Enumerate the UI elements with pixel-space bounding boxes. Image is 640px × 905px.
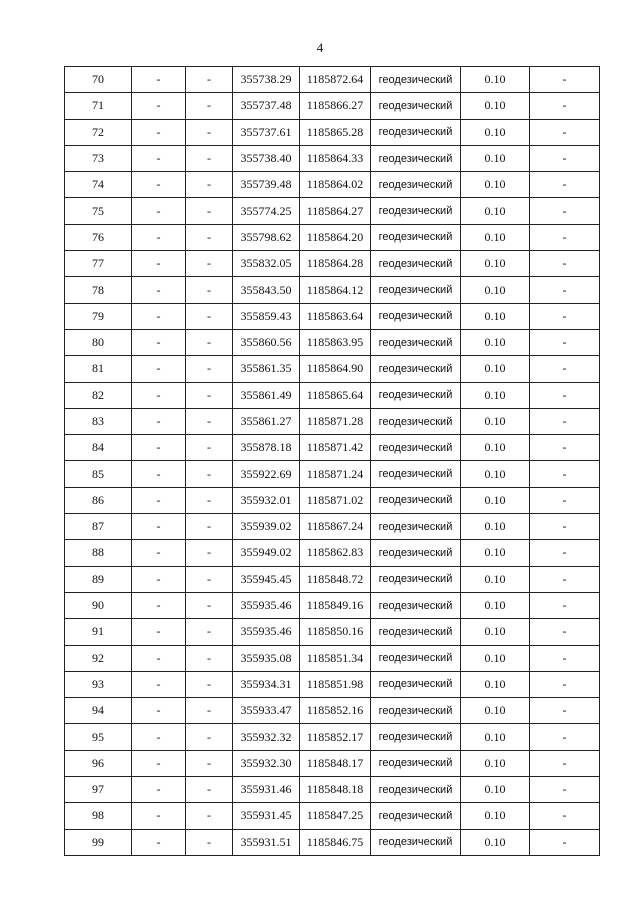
dash-cell-b: - xyxy=(186,67,233,93)
y-coordinate-cell: 1185864.28 xyxy=(300,251,371,277)
method-cell: геодезический xyxy=(371,514,461,540)
dash-cell-c: - xyxy=(530,93,600,119)
dash-cell-a: - xyxy=(132,329,186,355)
dash-cell-b: - xyxy=(186,592,233,618)
dash-cell-c: - xyxy=(530,172,600,198)
table-row xyxy=(65,724,600,750)
page-number: 4 xyxy=(316,40,324,55)
point-number-cell: 82 xyxy=(65,382,132,408)
dash-cell-b: - xyxy=(186,487,233,513)
point-number-cell: 98 xyxy=(65,803,132,829)
y-coordinate-cell: 1185864.12 xyxy=(300,277,371,303)
dash-cell-c: - xyxy=(530,145,600,171)
table-row xyxy=(65,408,600,434)
dash-cell-b: - xyxy=(186,145,233,171)
dash-cell-b: - xyxy=(186,619,233,645)
accuracy-cell: 0.10 xyxy=(461,566,530,592)
y-coordinate-cell: 1185863.64 xyxy=(300,303,371,329)
table-row xyxy=(65,382,600,408)
accuracy-cell: 0.10 xyxy=(461,67,530,93)
y-coordinate-cell: 1185846.75 xyxy=(300,829,371,855)
dash-cell-c: - xyxy=(530,67,600,93)
table-row xyxy=(65,461,600,487)
x-coordinate-cell: 355859.43 xyxy=(233,303,300,329)
point-number-cell: 90 xyxy=(65,592,132,618)
dash-cell-c: - xyxy=(530,671,600,697)
accuracy-cell: 0.10 xyxy=(461,487,530,513)
y-coordinate-cell: 1185849.16 xyxy=(300,592,371,618)
table-row xyxy=(65,277,600,303)
dash-cell-b: - xyxy=(186,303,233,329)
accuracy-cell: 0.10 xyxy=(461,671,530,697)
dash-cell-a: - xyxy=(132,408,186,434)
dash-cell-c: - xyxy=(530,619,600,645)
dash-cell-c: - xyxy=(530,803,600,829)
accuracy-cell: 0.10 xyxy=(461,251,530,277)
dash-cell-c: - xyxy=(530,514,600,540)
dash-cell-c: - xyxy=(530,356,600,382)
y-coordinate-cell: 1185871.28 xyxy=(300,408,371,434)
dash-cell-b: - xyxy=(186,803,233,829)
dash-cell-b: - xyxy=(186,329,233,355)
y-coordinate-cell: 1185863.95 xyxy=(300,329,371,355)
accuracy-cell: 0.10 xyxy=(461,145,530,171)
table-row xyxy=(65,198,600,224)
dash-cell-a: - xyxy=(132,356,186,382)
method-cell: геодезический xyxy=(371,592,461,618)
y-coordinate-cell: 1185864.20 xyxy=(300,224,371,250)
x-coordinate-cell: 355922.69 xyxy=(233,461,300,487)
accuracy-cell: 0.10 xyxy=(461,645,530,671)
method-cell: геодезический xyxy=(371,724,461,750)
point-number-cell: 94 xyxy=(65,698,132,724)
x-coordinate-cell: 355738.40 xyxy=(233,145,300,171)
table-row xyxy=(65,645,600,671)
accuracy-cell: 0.10 xyxy=(461,829,530,855)
dash-cell-c: - xyxy=(530,435,600,461)
point-number-cell: 80 xyxy=(65,329,132,355)
table-row xyxy=(65,93,600,119)
dash-cell-a: - xyxy=(132,645,186,671)
y-coordinate-cell: 1185864.27 xyxy=(300,198,371,224)
dash-cell-b: - xyxy=(186,198,233,224)
table-row xyxy=(65,803,600,829)
accuracy-cell: 0.10 xyxy=(461,356,530,382)
accuracy-cell: 0.10 xyxy=(461,750,530,776)
x-coordinate-cell: 355939.02 xyxy=(233,514,300,540)
dash-cell-c: - xyxy=(530,566,600,592)
table-row xyxy=(65,172,600,198)
dash-cell-c: - xyxy=(530,119,600,145)
dash-cell-c: - xyxy=(530,698,600,724)
dash-cell-b: - xyxy=(186,408,233,434)
point-number-cell: 81 xyxy=(65,356,132,382)
method-cell: геодезический xyxy=(371,198,461,224)
method-cell: геодезический xyxy=(371,145,461,171)
method-cell: геодезический xyxy=(371,277,461,303)
accuracy-cell: 0.10 xyxy=(461,592,530,618)
method-cell: геодезический xyxy=(371,356,461,382)
x-coordinate-cell: 355860.56 xyxy=(233,329,300,355)
dash-cell-b: - xyxy=(186,777,233,803)
x-coordinate-cell: 355878.18 xyxy=(233,435,300,461)
dash-cell-b: - xyxy=(186,671,233,697)
table-row xyxy=(65,251,600,277)
y-coordinate-cell: 1185847.25 xyxy=(300,803,371,829)
y-coordinate-cell: 1185848.17 xyxy=(300,750,371,776)
x-coordinate-cell: 355861.35 xyxy=(233,356,300,382)
dash-cell-a: - xyxy=(132,277,186,303)
x-coordinate-cell: 355739.48 xyxy=(233,172,300,198)
method-cell: геодезический xyxy=(371,435,461,461)
dash-cell-c: - xyxy=(530,198,600,224)
dash-cell-c: - xyxy=(530,540,600,566)
point-number-cell: 75 xyxy=(65,198,132,224)
dash-cell-a: - xyxy=(132,514,186,540)
dash-cell-b: - xyxy=(186,645,233,671)
x-coordinate-cell: 355949.02 xyxy=(233,540,300,566)
table-row xyxy=(65,435,600,461)
method-cell: геодезический xyxy=(371,93,461,119)
dash-cell-a: - xyxy=(132,303,186,329)
accuracy-cell: 0.10 xyxy=(461,329,530,355)
dash-cell-a: - xyxy=(132,382,186,408)
accuracy-cell: 0.10 xyxy=(461,619,530,645)
dash-cell-c: - xyxy=(530,251,600,277)
x-coordinate-cell: 355843.50 xyxy=(233,277,300,303)
x-coordinate-cell: 355738.29 xyxy=(233,67,300,93)
dash-cell-c: - xyxy=(530,303,600,329)
method-cell: геодезический xyxy=(371,461,461,487)
dash-cell-b: - xyxy=(186,93,233,119)
dash-cell-b: - xyxy=(186,724,233,750)
method-cell: геодезический xyxy=(371,382,461,408)
dash-cell-b: - xyxy=(186,435,233,461)
point-number-cell: 74 xyxy=(65,172,132,198)
table-row xyxy=(65,619,600,645)
dash-cell-a: - xyxy=(132,750,186,776)
dash-cell-b: - xyxy=(186,356,233,382)
x-coordinate-cell: 355935.46 xyxy=(233,592,300,618)
x-coordinate-cell: 355931.45 xyxy=(233,803,300,829)
accuracy-cell: 0.10 xyxy=(461,435,530,461)
accuracy-cell: 0.10 xyxy=(461,277,530,303)
table-row xyxy=(65,777,600,803)
coordinates-table xyxy=(64,66,600,856)
point-number-cell: 83 xyxy=(65,408,132,434)
y-coordinate-cell: 1185865.64 xyxy=(300,382,371,408)
dash-cell-c: - xyxy=(530,724,600,750)
dash-cell-c: - xyxy=(530,829,600,855)
y-coordinate-cell: 1185866.27 xyxy=(300,93,371,119)
table-row xyxy=(65,698,600,724)
y-coordinate-cell: 1185871.24 xyxy=(300,461,371,487)
x-coordinate-cell: 355737.61 xyxy=(233,119,300,145)
point-number-cell: 97 xyxy=(65,777,132,803)
table-row xyxy=(65,671,600,697)
point-number-cell: 77 xyxy=(65,251,132,277)
dash-cell-c: - xyxy=(530,461,600,487)
point-number-cell: 96 xyxy=(65,750,132,776)
x-coordinate-cell: 355931.51 xyxy=(233,829,300,855)
y-coordinate-cell: 1185848.72 xyxy=(300,566,371,592)
dash-cell-c: - xyxy=(530,408,600,434)
x-coordinate-cell: 355935.46 xyxy=(233,619,300,645)
y-coordinate-cell: 1185864.33 xyxy=(300,145,371,171)
dash-cell-c: - xyxy=(530,224,600,250)
point-number-cell: 73 xyxy=(65,145,132,171)
accuracy-cell: 0.10 xyxy=(461,461,530,487)
method-cell: геодезический xyxy=(371,750,461,776)
accuracy-cell: 0.10 xyxy=(461,514,530,540)
method-cell: геодезический xyxy=(371,251,461,277)
method-cell: геодезический xyxy=(371,829,461,855)
dash-cell-a: - xyxy=(132,592,186,618)
accuracy-cell: 0.10 xyxy=(461,724,530,750)
method-cell: геодезический xyxy=(371,119,461,145)
point-number-cell: 92 xyxy=(65,645,132,671)
y-coordinate-cell: 1185864.02 xyxy=(300,172,371,198)
point-number-cell: 79 xyxy=(65,303,132,329)
accuracy-cell: 0.10 xyxy=(461,198,530,224)
point-number-cell: 78 xyxy=(65,277,132,303)
dash-cell-b: - xyxy=(186,540,233,566)
x-coordinate-cell: 355931.46 xyxy=(233,777,300,803)
table-row xyxy=(65,67,600,93)
dash-cell-b: - xyxy=(186,698,233,724)
y-coordinate-cell: 1185862.83 xyxy=(300,540,371,566)
dash-cell-b: - xyxy=(186,119,233,145)
point-number-cell: 84 xyxy=(65,435,132,461)
dash-cell-b: - xyxy=(186,566,233,592)
y-coordinate-cell: 1185864.90 xyxy=(300,356,371,382)
point-number-cell: 99 xyxy=(65,829,132,855)
table-row xyxy=(65,303,600,329)
accuracy-cell: 0.10 xyxy=(461,382,530,408)
dash-cell-a: - xyxy=(132,67,186,93)
method-cell: геодезический xyxy=(371,566,461,592)
point-number-cell: 76 xyxy=(65,224,132,250)
x-coordinate-cell: 355737.48 xyxy=(233,93,300,119)
y-coordinate-cell: 1185871.02 xyxy=(300,487,371,513)
table-row xyxy=(65,145,600,171)
y-coordinate-cell: 1185871.42 xyxy=(300,435,371,461)
dash-cell-c: - xyxy=(530,329,600,355)
x-coordinate-cell: 355934.31 xyxy=(233,671,300,697)
method-cell: геодезический xyxy=(371,619,461,645)
accuracy-cell: 0.10 xyxy=(461,119,530,145)
method-cell: геодезический xyxy=(371,698,461,724)
x-coordinate-cell: 355932.32 xyxy=(233,724,300,750)
accuracy-cell: 0.10 xyxy=(461,303,530,329)
dash-cell-a: - xyxy=(132,777,186,803)
point-number-cell: 91 xyxy=(65,619,132,645)
y-coordinate-cell: 1185851.34 xyxy=(300,645,371,671)
dash-cell-a: - xyxy=(132,435,186,461)
table-row xyxy=(65,540,600,566)
x-coordinate-cell: 355832.05 xyxy=(233,251,300,277)
point-number-cell: 95 xyxy=(65,724,132,750)
point-number-cell: 71 xyxy=(65,93,132,119)
table-body xyxy=(65,67,600,856)
dash-cell-a: - xyxy=(132,619,186,645)
method-cell: геодезический xyxy=(371,487,461,513)
accuracy-cell: 0.10 xyxy=(461,93,530,119)
method-cell: геодезический xyxy=(371,803,461,829)
dash-cell-c: - xyxy=(530,382,600,408)
method-cell: геодезический xyxy=(371,303,461,329)
table-row xyxy=(65,592,600,618)
method-cell: геодезический xyxy=(371,671,461,697)
x-coordinate-cell: 355861.49 xyxy=(233,382,300,408)
point-number-cell: 87 xyxy=(65,514,132,540)
point-number-cell: 89 xyxy=(65,566,132,592)
y-coordinate-cell: 1185852.16 xyxy=(300,698,371,724)
table-row xyxy=(65,356,600,382)
accuracy-cell: 0.10 xyxy=(461,408,530,434)
dash-cell-c: - xyxy=(530,487,600,513)
method-cell: геодезический xyxy=(371,224,461,250)
dash-cell-a: - xyxy=(132,487,186,513)
dash-cell-a: - xyxy=(132,172,186,198)
method-cell: геодезический xyxy=(371,408,461,434)
point-number-cell: 93 xyxy=(65,671,132,697)
dash-cell-b: - xyxy=(186,382,233,408)
y-coordinate-cell: 1185850.16 xyxy=(300,619,371,645)
table-row xyxy=(65,224,600,250)
dash-cell-a: - xyxy=(132,119,186,145)
method-cell: геодезический xyxy=(371,540,461,566)
dash-cell-a: - xyxy=(132,566,186,592)
x-coordinate-cell: 355774.25 xyxy=(233,198,300,224)
table-row xyxy=(65,514,600,540)
dash-cell-a: - xyxy=(132,698,186,724)
x-coordinate-cell: 355933.47 xyxy=(233,698,300,724)
dash-cell-a: - xyxy=(132,251,186,277)
x-coordinate-cell: 355798.62 xyxy=(233,224,300,250)
dash-cell-c: - xyxy=(530,645,600,671)
y-coordinate-cell: 1185872.64 xyxy=(300,67,371,93)
dash-cell-a: - xyxy=(132,198,186,224)
y-coordinate-cell: 1185867.24 xyxy=(300,514,371,540)
method-cell: геодезический xyxy=(371,777,461,803)
accuracy-cell: 0.10 xyxy=(461,172,530,198)
dash-cell-a: - xyxy=(132,461,186,487)
point-number-cell: 88 xyxy=(65,540,132,566)
dash-cell-c: - xyxy=(530,750,600,776)
dash-cell-b: - xyxy=(186,514,233,540)
method-cell: геодезический xyxy=(371,645,461,671)
table-row xyxy=(65,566,600,592)
x-coordinate-cell: 355935.08 xyxy=(233,645,300,671)
method-cell: геодезический xyxy=(371,67,461,93)
dash-cell-a: - xyxy=(132,671,186,697)
dash-cell-a: - xyxy=(132,540,186,566)
dash-cell-a: - xyxy=(132,93,186,119)
dash-cell-b: - xyxy=(186,750,233,776)
y-coordinate-cell: 1185848.18 xyxy=(300,777,371,803)
accuracy-cell: 0.10 xyxy=(461,777,530,803)
dash-cell-a: - xyxy=(132,145,186,171)
dash-cell-b: - xyxy=(186,224,233,250)
dash-cell-a: - xyxy=(132,724,186,750)
table-row xyxy=(65,119,600,145)
dash-cell-c: - xyxy=(530,277,600,303)
x-coordinate-cell: 355861.27 xyxy=(233,408,300,434)
method-cell: геодезический xyxy=(371,172,461,198)
table-row xyxy=(65,750,600,776)
point-number-cell: 85 xyxy=(65,461,132,487)
point-number-cell: 72 xyxy=(65,119,132,145)
dash-cell-b: - xyxy=(186,277,233,303)
dash-cell-c: - xyxy=(530,777,600,803)
y-coordinate-cell: 1185851.98 xyxy=(300,671,371,697)
dash-cell-a: - xyxy=(132,829,186,855)
accuracy-cell: 0.10 xyxy=(461,540,530,566)
dash-cell-b: - xyxy=(186,251,233,277)
y-coordinate-cell: 1185852.17 xyxy=(300,724,371,750)
accuracy-cell: 0.10 xyxy=(461,224,530,250)
y-coordinate-cell: 1185865.28 xyxy=(300,119,371,145)
dash-cell-a: - xyxy=(132,803,186,829)
x-coordinate-cell: 355932.30 xyxy=(233,750,300,776)
point-number-cell: 86 xyxy=(65,487,132,513)
dash-cell-a: - xyxy=(132,224,186,250)
accuracy-cell: 0.10 xyxy=(461,803,530,829)
dash-cell-b: - xyxy=(186,172,233,198)
dash-cell-b: - xyxy=(186,829,233,855)
table-row xyxy=(65,329,600,355)
dash-cell-c: - xyxy=(530,592,600,618)
accuracy-cell: 0.10 xyxy=(461,698,530,724)
method-cell: геодезический xyxy=(371,329,461,355)
dash-cell-b: - xyxy=(186,461,233,487)
x-coordinate-cell: 355932.01 xyxy=(233,487,300,513)
point-number-cell: 70 xyxy=(65,67,132,93)
x-coordinate-cell: 355945.45 xyxy=(233,566,300,592)
table-row xyxy=(65,829,600,855)
table-row xyxy=(65,487,600,513)
